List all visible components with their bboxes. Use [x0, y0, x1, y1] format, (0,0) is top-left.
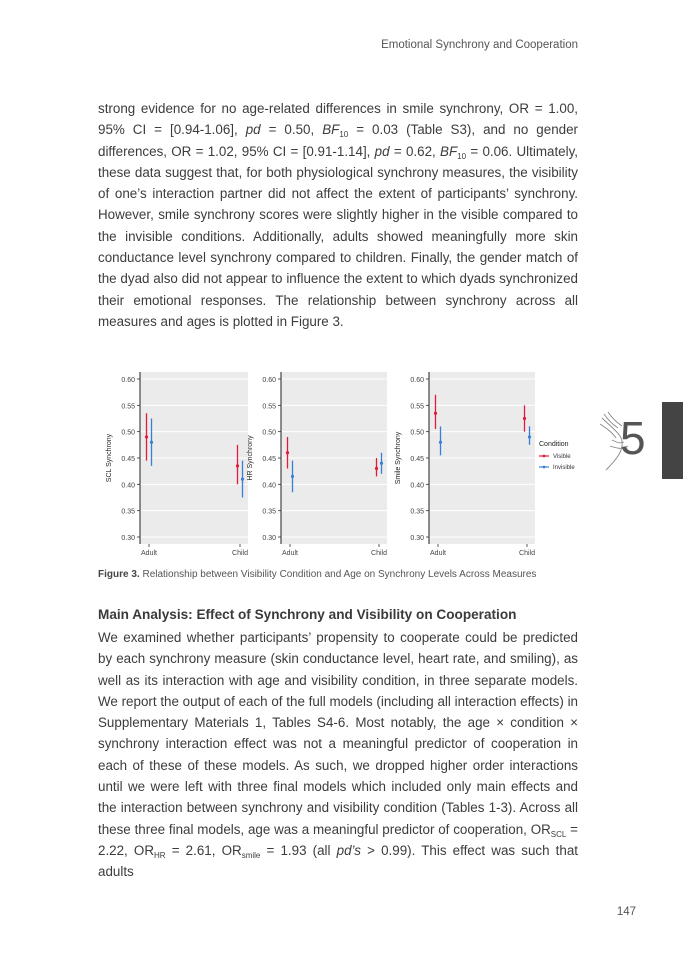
figure-caption	[98, 569, 578, 580]
scl-subscript: SCL	[550, 829, 567, 839]
smile-subscript: smile	[241, 850, 261, 860]
y-tick-label: 0.35	[121, 508, 135, 516]
caption-label: Figure 3.	[98, 569, 140, 580]
text-run: = 1.93 (all	[260, 842, 337, 858]
text-run: = 0.06. Ultimately, these data suggest that, for both physiological synchrony measures, the visibility of one’s interaction partner did not affect the extent of participants’ synchrony. However, smile synchrony scores were slightly higher in the visible compared to the invisible conditions. Additionally, adults showed meaningfully more skin conductance level synchrony compared to children. Finally, the gender match of the dyad also did not appear to influence the extent to which dyads synchronized their emotional responses. The relationship between synchrony across all measures and ages is plotted in Figure 3.	[98, 143, 579, 329]
data-point	[145, 435, 148, 438]
legend-label: Invisible	[553, 465, 575, 471]
text-run: = 0.62,	[389, 143, 441, 159]
figure-3	[98, 368, 578, 566]
y-tick-label: 0.30	[410, 535, 424, 542]
x-tick-label: Adult	[282, 550, 298, 557]
chapter-number: 5	[620, 412, 646, 464]
y-tick-label: 0.50	[262, 429, 276, 437]
text-run: We examined whether participants’ propensity to cooperate could be predicted by each synchrony measure (skin conductance level, heart rate, and smiling), as well as its interaction with age and visibility condition, in three separate models. We report the output of each of the full models (including all interaction effects) in Supplementary Materials 1, Tables S4-6. Most notably, the age × condition × synchrony interaction effect was not a meaningful predictor of cooperation in each of these of these models. As such, we dropped higher order interactions until we were left with three final models which included only main effects and the interaction between synchrony and visibility condition (Tables 1-3). Across all these three final models, age was a meaningful predictor of cooperation, OR	[98, 630, 578, 837]
data-point	[439, 441, 442, 444]
bf-subscript: 10	[339, 130, 349, 140]
pd-symbol: pd	[245, 122, 261, 138]
y-axis-title: Smile Synchrony	[395, 431, 402, 485]
y-tick-label: 0.60	[262, 377, 276, 384]
y-tick-label: 0.30	[121, 535, 135, 542]
y-tick-label: 0.45	[262, 456, 276, 463]
legend-title: Condition	[539, 441, 569, 448]
pds-symbol: pd’s	[336, 842, 361, 858]
text-run: = 0.50,	[260, 122, 323, 138]
hr-subscript: HR	[154, 850, 166, 860]
y-axis-title: HR Synchrony	[247, 435, 254, 481]
data-point	[236, 464, 239, 467]
pd-symbol: pd	[374, 143, 390, 159]
x-tick-label: Child	[519, 550, 535, 557]
data-point	[286, 451, 289, 454]
legend-key-dot	[543, 455, 546, 458]
section-heading: Main Analysis: Effect of Synchrony and Visibility on Cooperation	[98, 607, 517, 622]
x-tick-label: Adult	[141, 550, 157, 557]
y-tick-label: 0.35	[410, 508, 424, 516]
data-point	[434, 412, 437, 415]
data-point	[523, 417, 526, 420]
data-point	[150, 441, 153, 444]
y-tick-label: 0.45	[121, 456, 135, 463]
text-run: = 0.03 (Table S3), and no gender differences, OR = 1.02, 95% CI = [0.91-1.14],	[98, 122, 579, 159]
y-tick-label: 0.55	[410, 403, 424, 411]
data-point	[241, 477, 244, 480]
y-tick-label: 0.60	[410, 377, 424, 384]
data-point	[375, 467, 378, 470]
running-title: Emotional Synchrony and Cooperation	[381, 39, 578, 51]
y-tick-label: 0.45	[410, 456, 424, 463]
y-tick-label: 0.40	[262, 482, 276, 490]
y-axis-title: SCL Synchrony	[106, 433, 113, 483]
y-tick-label: 0.40	[121, 482, 135, 490]
synchrony-chart	[98, 368, 578, 566]
bf-subscript: 10	[457, 151, 467, 161]
y-tick-label: 0.50	[121, 429, 135, 437]
text-run: > 0.99). This effect was such that adults	[98, 842, 579, 880]
legend-key-dot	[543, 466, 546, 469]
text-run: strong evidence for no age-related differences in smile synchrony, OR = 1.00, 95% CI = [0.94-1.06],	[98, 101, 578, 138]
page-number: 147	[616, 906, 636, 918]
y-tick-label: 0.40	[410, 482, 424, 490]
data-point	[380, 462, 383, 465]
x-tick-label: Child	[232, 550, 248, 557]
text-run: = 2.61, OR	[165, 842, 242, 858]
y-tick-label: 0.30	[262, 535, 276, 542]
y-tick-label: 0.50	[410, 429, 424, 437]
bf-symbol: BF	[440, 143, 458, 159]
x-tick-label: Child	[371, 550, 387, 557]
chapter-tab	[662, 402, 683, 479]
y-tick-label: 0.60	[121, 377, 135, 384]
y-tick-label: 0.55	[262, 403, 276, 411]
data-point	[528, 435, 531, 438]
legend-label: Visible	[553, 454, 571, 460]
x-tick-label: Adult	[430, 550, 446, 557]
y-tick-label: 0.35	[262, 508, 276, 516]
caption-text: Relationship between Visibility Condition and Age on Synchrony Levels Across Measures	[139, 569, 537, 580]
body-paragraph-2	[98, 627, 578, 883]
y-tick-label: 0.55	[121, 403, 135, 411]
data-point	[291, 475, 294, 478]
text-run: = 2.22, OR	[98, 821, 578, 858]
bf-symbol: BF	[322, 122, 340, 138]
body-paragraph-1	[98, 98, 578, 332]
